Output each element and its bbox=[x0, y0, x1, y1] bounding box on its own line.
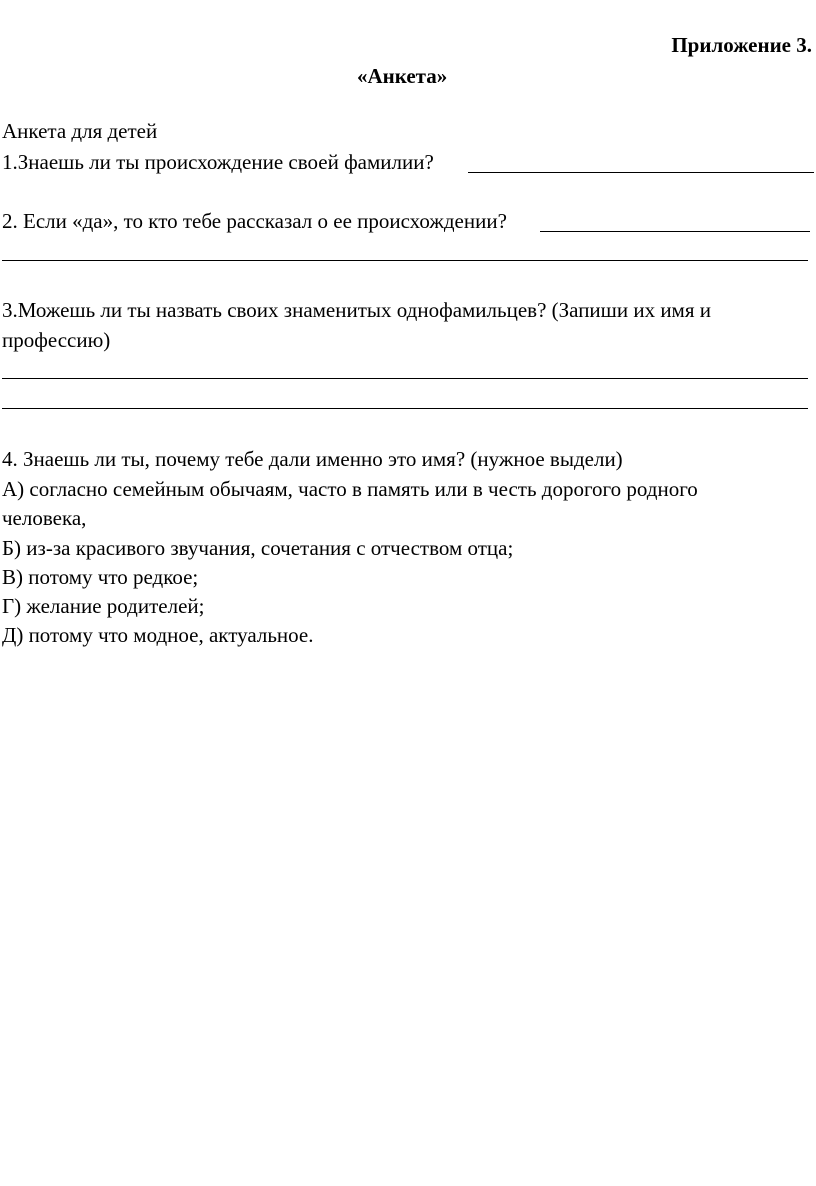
question-3-line-2: профессию) bbox=[2, 328, 111, 352]
document-title: «Анкета» bbox=[357, 64, 448, 88]
option-d[interactable]: Д) потому что модное, актуальное. bbox=[2, 623, 314, 647]
question-4: 4. Знаешь ли ты, почему тебе дали именно это имя? (нужное выдели) bbox=[2, 447, 623, 471]
answer-line-2a[interactable] bbox=[540, 231, 810, 232]
answer-line-2b[interactable] bbox=[2, 260, 808, 261]
option-a-line-1[interactable]: А) согласно семейным обычаям, часто в память или в честь дорогого родного bbox=[2, 477, 698, 501]
question-2: 2. Если «да», то кто тебе рассказал о ее происхождении? bbox=[2, 209, 507, 233]
answer-line-3a[interactable] bbox=[2, 378, 808, 379]
answer-line-1[interactable] bbox=[468, 172, 814, 173]
answer-line-3b[interactable] bbox=[2, 408, 808, 409]
option-b[interactable]: Б) из-за красивого звучания, сочетания с отчеством отца; bbox=[2, 536, 514, 560]
appendix-label: Приложение 3. bbox=[671, 33, 812, 57]
question-1: 1.Знаешь ли ты происхождение своей фамилии? bbox=[2, 150, 434, 174]
survey-subtitle: Анкета для детей bbox=[2, 119, 158, 143]
option-v[interactable]: В) потому что редкое; bbox=[2, 565, 199, 589]
option-g[interactable]: Г) желание родителей; bbox=[2, 594, 205, 618]
question-3-line-1: 3.Можешь ли ты назвать своих знаменитых однофамильцев? (Запиши их имя и bbox=[2, 298, 711, 322]
option-a-line-2[interactable]: человека, bbox=[2, 506, 87, 530]
